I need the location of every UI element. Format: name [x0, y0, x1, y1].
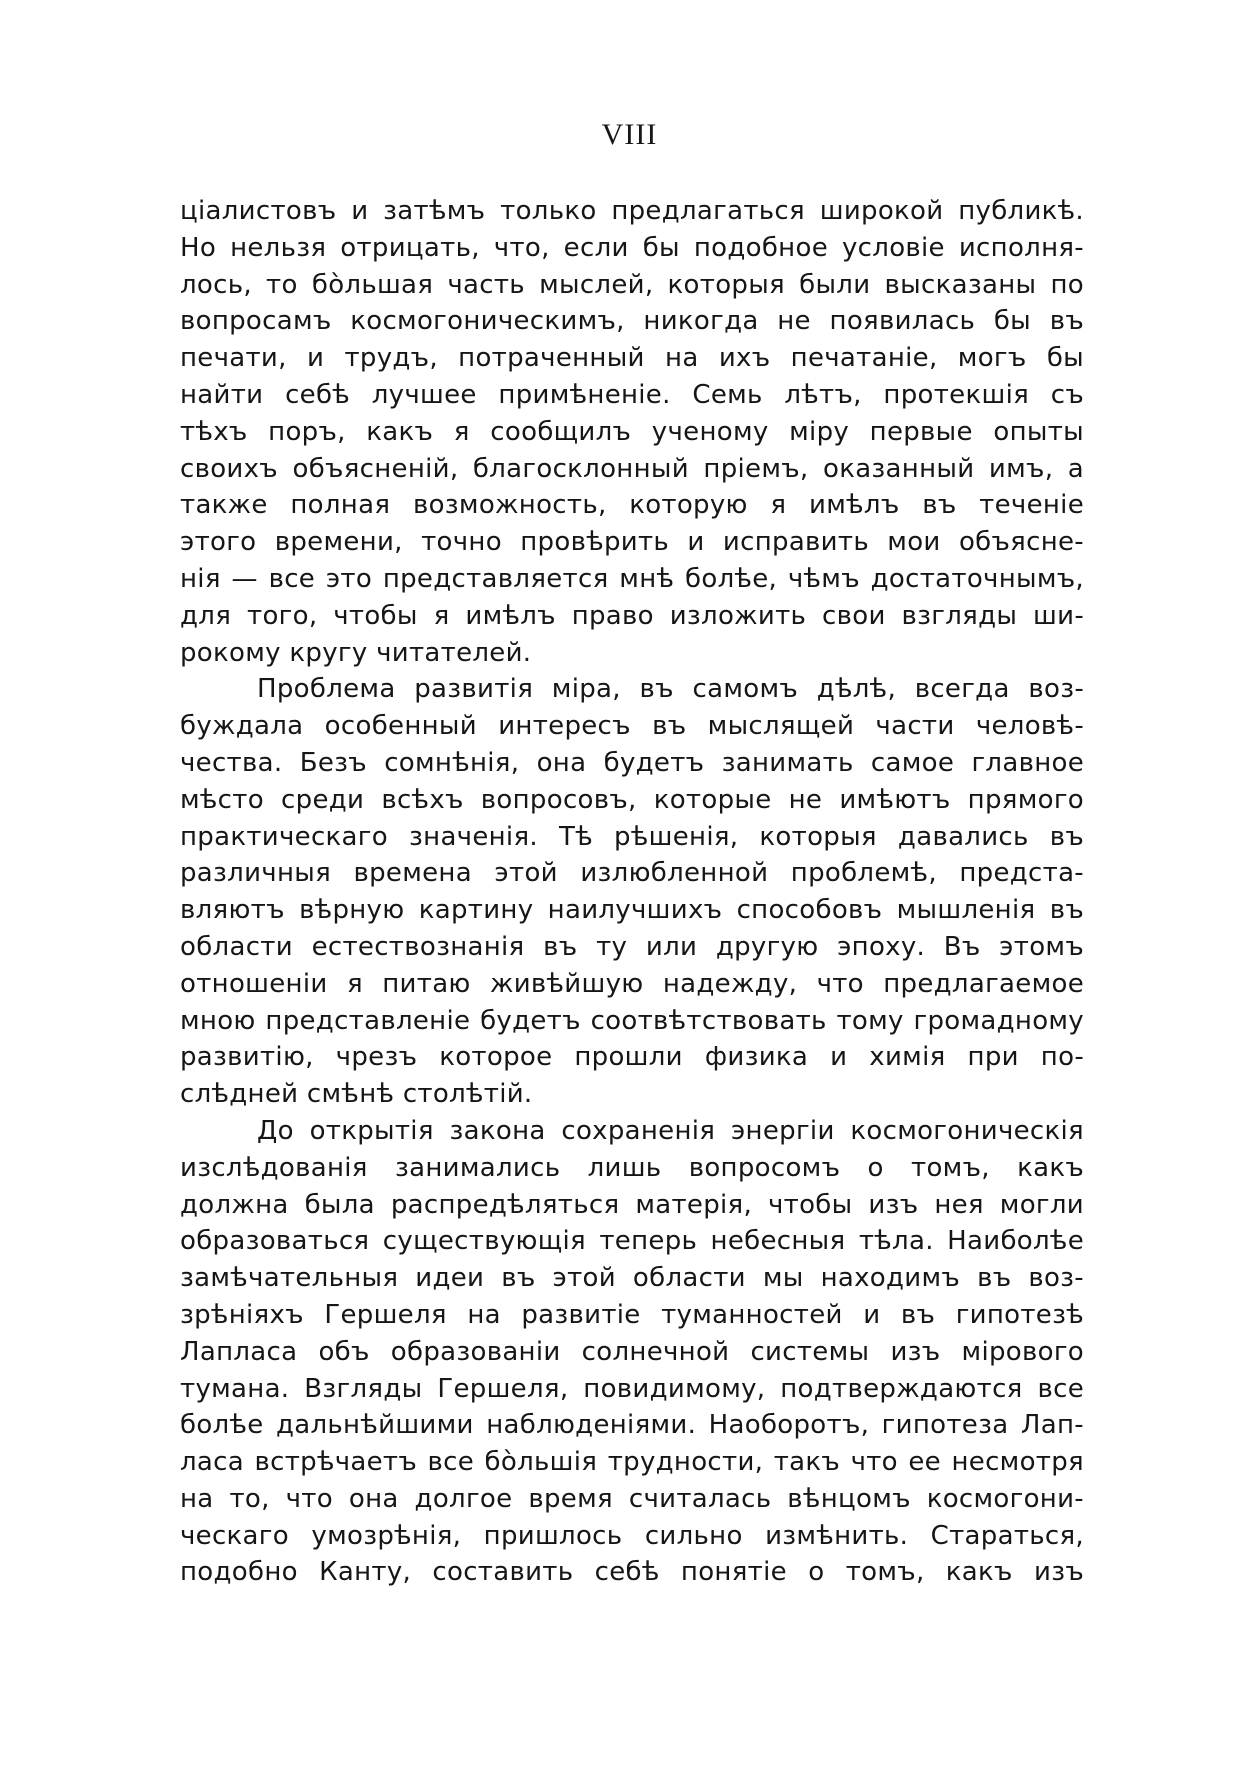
- text-line: развитію, чрезъ которое прошли физика и химія при по-: [180, 1042, 1084, 1073]
- text-line: также полная возможность, которую я имѣлъ въ теченіе: [180, 490, 1084, 521]
- text-line: тумана. Взгляды Гершеля, повидимому, подтверждаются все: [180, 1373, 1084, 1404]
- text-line: на то, что она долгое время считалась вѣнцомъ космогони-: [180, 1483, 1084, 1514]
- text-line: рокому кругу читателей.: [180, 637, 532, 668]
- text-line: для того, чтобы я имѣлъ право изложить свои взгляды ши-: [180, 600, 1084, 631]
- text-line: образоваться существующія теперь небесныя тѣла. Наиболѣе: [180, 1226, 1084, 1257]
- text-line: своихъ объясненій, благосклонный пріемъ, оказанный имъ, а: [180, 453, 1084, 484]
- text-line: ціалистовъ и затѣмъ только предлагаться широкой публикѣ.: [180, 196, 1084, 226]
- text-line: болѣе дальнѣйшими наблюденіями. Наоборотъ, гипотеза Лап-: [180, 1410, 1084, 1441]
- text-line: лось, то бòльшая часть мыслей, которыя были высказаны по: [180, 269, 1084, 300]
- text-line: замѣчательныя идеи въ этой области мы находимъ въ воз-: [180, 1263, 1084, 1294]
- text-line: вопросамъ космогоническимъ, никогда не появилась бы въ: [180, 306, 1084, 337]
- text-line: тѣхъ поръ, какъ я сообщилъ ученому міру первые опыты: [180, 416, 1084, 447]
- text-line: печати, и трудъ, потраченный на ихъ печатаніе, могъ бы: [180, 343, 1084, 374]
- text-line: подобно Канту, составить себѣ понятіе о томъ, какъ изъ: [180, 1557, 1084, 1588]
- paragraph-first-line: Проблема развитія міра, въ самомъ дѣлѣ, всегда воз-: [257, 674, 1084, 705]
- text-line: должна была распредѣляться матерія, чтобы изъ нея могли: [180, 1189, 1084, 1220]
- text-line: изслѣдованія занимались лишь вопросомъ о томъ, какъ: [180, 1152, 1084, 1183]
- text-line: найти себѣ лучшее примѣненіе. Семь лѣтъ, протекшія съ: [180, 379, 1084, 410]
- page-number: VIII: [601, 118, 658, 151]
- text-line: мною представленіе будетъ соотвѣтствовать тому громадному: [180, 1005, 1084, 1036]
- text-line: мѣсто среди всѣхъ вопросовъ, которые не имѣютъ прямого: [180, 784, 1084, 815]
- text-line: чества. Безъ сомнѣнія, она будетъ занимать самое главное: [180, 747, 1084, 778]
- text-line: области естествознанія въ ту или другую эпоху. Въ этомъ: [180, 931, 1084, 962]
- text-line: практическаго значенія. Тѣ рѣшенія, которыя давались въ: [180, 821, 1084, 852]
- text-line: отношеніи я питаю живѣйшую надежду, что предлагаемое: [180, 968, 1084, 999]
- text-line: различныя времена этой излюбленной проблемѣ, предста-: [180, 858, 1084, 889]
- text-line: Но нельзя отрицать, что, если бы подобное условіе исполня-: [180, 232, 1084, 263]
- text-line: зрѣніяхъ Гершеля на развитіе туманностей и въ гипотезѣ: [180, 1299, 1084, 1330]
- body-text: [180, 193, 1084, 1591]
- text-line: нія — все это представляется мнѣ болѣе, чѣмъ достаточнымъ,: [180, 563, 1084, 594]
- text-line: буждала особенный интересъ въ мыслящей части человѣ-: [180, 711, 1084, 742]
- text-line: этого времени, точно провѣрить и исправить мои объясне-: [180, 527, 1084, 558]
- text-line: вляютъ вѣрную картину наилучшихъ способовъ мышленія въ: [180, 895, 1084, 926]
- text-line: Лапласа объ образованіи солнечной системы изъ мірового: [180, 1336, 1084, 1367]
- text-line: ческаго умозрѣнія, пришлось сильно измѣнить. Стараться,: [180, 1520, 1084, 1551]
- paragraph-first-line: До открытія закона сохраненія энергіи космогоническія: [257, 1115, 1084, 1146]
- text-line: ласа встрѣчаетъ все бòльшія трудности, такъ что ее несмотря: [180, 1447, 1084, 1478]
- text-line: слѣдней смѣнѣ столѣтій.: [180, 1079, 533, 1110]
